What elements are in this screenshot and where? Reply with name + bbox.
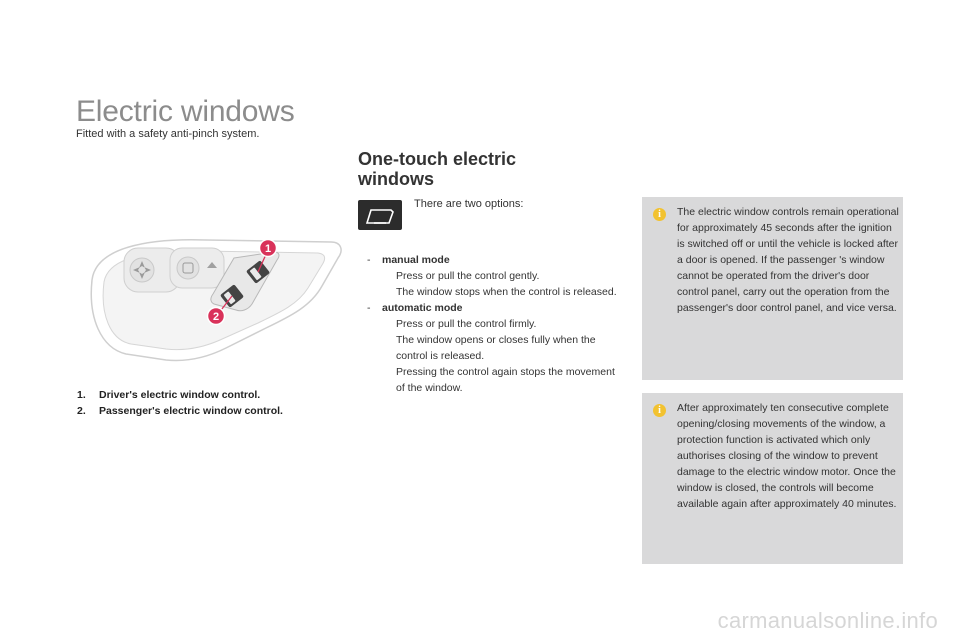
legend-number: 2. [77,405,86,417]
callout-2-label: 2 [212,311,220,323]
door-panel-illustration [86,228,346,383]
legend-item [77,403,283,419]
checkmark-bullet-icon [382,316,396,332]
mode-step [367,332,617,364]
legend-item [77,387,283,403]
info-icon: i [653,404,666,417]
mode-manual [367,252,617,300]
mode-title: manual mode [382,254,450,266]
section-heading [358,149,578,189]
legend-text: Passenger's electric window control. [99,405,283,417]
watermark: carmanualsonline.info [717,608,938,633]
mode-step [367,316,617,332]
mode-automatic [367,300,617,396]
mode-title: automatic mode [382,302,463,314]
options-intro: There are two options: [414,198,524,210]
step-spacer [382,332,396,364]
mode-step-text: Pressing the control again stops the movement of the window. [396,366,615,394]
checkmark-bullet-icon [382,268,396,284]
callout-1-label: 1 [264,243,272,255]
mode-dash: - [367,254,371,266]
door-panel-drawing [86,228,346,378]
mode-step-text: The window opens or closes fully when the control is released. [396,334,596,362]
mode-step-text: Press or pull the control gently. [396,270,540,282]
info-icon: i [653,208,666,221]
mode-step [367,268,617,284]
info-box-text: After approximately ten consecutive complete opening/closing movements of the window, a protection function is activated which only authorises closing of the window to prevent damage to the electric window motor. Once the window is closed, the controls will become available again after approximately 40 minutes. [677,402,897,510]
mode-step [367,364,617,396]
legend-list [77,387,283,419]
step-spacer [382,284,396,300]
info-box-timing [642,197,903,380]
mode-dash: - [367,302,371,314]
one-touch-window-icon [358,200,402,230]
modes-list [367,252,617,396]
legend-number: 1. [77,389,86,401]
mode-step-text: The window stops when the control is released. [396,286,617,298]
page-title: Electric windows [76,95,295,128]
checkmark-bullet-icon [382,364,396,396]
section-heading-line: windows [358,169,434,189]
mode-step-text: Press or pull the control firmly. [396,318,537,330]
mode-step [367,284,617,300]
info-box-text: The electric window controls remain operational for approximately 45 seconds after the ignition is switched off or until the vehicle is locked after a door is opened. If the passenger 's window cannot be operated from the driver's door control panel, carry out the operation from the passenger's door control panel, and vice versa. [677,206,899,314]
page-subtitle: Fitted with a safety anti-pinch system. [76,128,260,140]
legend-text: Driver's electric window control. [99,389,261,401]
info-box-protection [642,393,903,564]
section-heading-line: One-touch electric [358,149,517,169]
